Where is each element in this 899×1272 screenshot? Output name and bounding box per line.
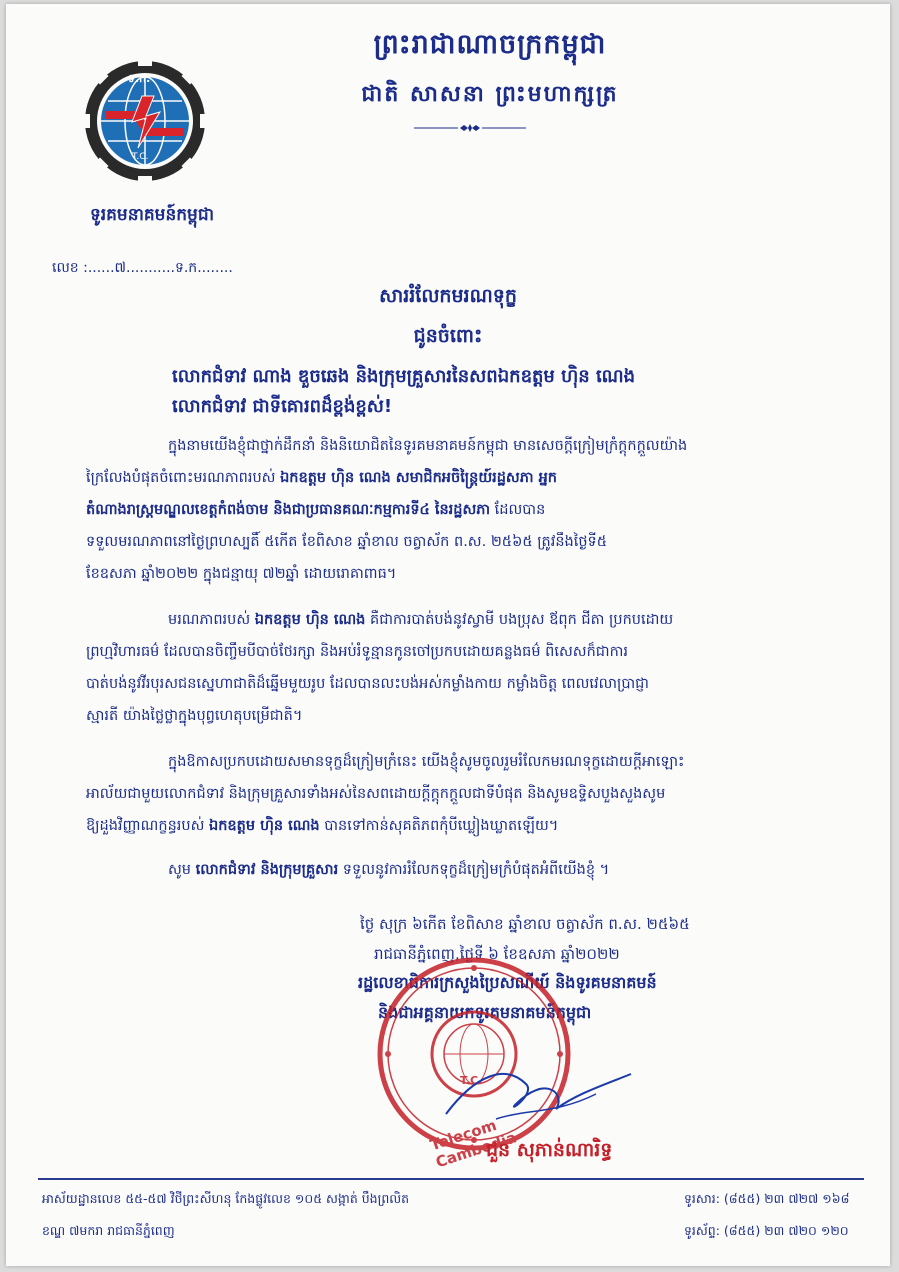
bold-text-segment: តំណាងរាស្ត្រមណ្ឌលខេត្តកំពង់ចាម និងជាប្រធានគណៈកម្មការទី៤ នៃរដ្ឋសភា [86,502,491,518]
paragraph-line [116,854,766,886]
text-segment: ខែឧសភា ឆ្នាំ២០២២ ក្នុងជន្មាយុ ៧២ឆ្នាំ ដោយរោគាពាធ។ [86,566,397,582]
stamp-ring-text: Telecom Cambodia [427,1115,519,1172]
text-segment: ដែលបាន [490,502,546,518]
body-paragraph-3 [86,746,766,842]
body-paragraph-1 [86,430,766,590]
text-segment: អាល័យជាមួយលោកជំទាវ និងក្រុមគ្រួសារទាំងអស់នៃសពដោយក្តីក្តុកក្តួលជាទីបំផុត និងសូមឧទ្ទិសបួងសួងសូម [86,786,666,802]
text-segment: សូម [168,862,196,878]
paragraph-line [86,778,766,810]
paragraph-line [86,494,766,526]
footer-phone: ទូរស័ព្ទ: (៨៥៥) ២៣ ៧២០ ១២០ [684,1223,849,1238]
bold-text-segment: លោកជំទាវ និងក្រុមគ្រួសារ [195,862,339,878]
signature-title-line-2: និងជាអគ្គនាយកទូរគមនាគមន៍កម្ពុជា [378,1003,592,1022]
footer-divider [38,1178,864,1180]
signature-title-line-1: រដ្ឋលេខាធិការក្រសួងប្រៃសណីយ៍ និងទូរគមនាគមន៍ [358,973,657,992]
text-segment: បាត់បង់នូវវីរបុរសជនស្នេហាជាតិដ៏ឆ្នើមមួយរូប ដែលបានលះបង់អស់កម្លាំងកាយ កម្លាំងចិត្ត ពេលវេលាប្រាជ្ញា [86,676,649,692]
text-segment: ទទួលនូវការរំលែកទុក្ខដ៏ក្រៀមក្រំបំផុតអំពីយើងខ្ញុំ ។ [338,862,610,878]
stamp-inner-text: T.C. [460,1074,483,1087]
footer-address-line-1: អាស័យដ្ឋានលេខ ៥៥-៥៧ វិថីព្រះសីហនុ កែងផ្លូវលេខ ១០៥ សង្កាត់ បឹងព្រលិត [42,1191,410,1206]
signer-name: ជួន សុភាន់ណារិទ្ធ [486,1139,613,1161]
date-solar: រាជធានីភ្នំពេញ,ថ្ងៃទី ៦ ខែឧសភា ឆ្នាំ២០២២ [374,945,620,963]
kingdom-title: ព្រះរាជាណាចក្រកម្ពុជា [373,29,607,60]
paragraph-line [86,558,766,590]
letter-body [86,430,766,886]
text-segment: ក្នុងនាមយើងខ្ញុំជាថ្នាក់ដឹកនាំ និងនិយោជិតនៃទូរគមនាគមន៍កម្ពុជា មានសេចក្តីក្រៀមក្រំក្តុកក្តួលយ៉ាង [168,438,688,454]
to-label: ជូនចំពោះ [413,325,483,347]
organization-name: ទូរគមនាគមន៍កម្ពុជា [89,205,215,225]
text-segment: គឺជាការបាត់បង់នូវស្វាមី បងប្រុស ឪពុក ជីតា ប្រកបដោយ [365,612,674,628]
text-segment: ស្មារតី យ៉ាងថ្លៃថ្លាក្នុងបុព្វហេតុបម្រើជាតិ។ [86,708,303,724]
paragraph-line [86,810,766,842]
national-motto: ជាតិ សាសនា ព្រះមហាក្សត្រ [361,82,619,107]
letter-title: សាររំលែកមរណទុក្ខ [379,285,517,307]
text-segment: ព្រហ្មវិហារធម៌ ដែលបានចិញ្ចឹមបីបាច់ថែរក្សា និងអប់រំទូន្មានកូនចៅប្រកបដោយគន្លងធម៌ ពិសេសក៏ជាការ [86,644,629,660]
text-segment: បានទៅកាន់សុគតិភពកុំបីឃ្លៀងឃ្លាតឡើយ។ [319,818,559,834]
text-segment: ក្រៃលែងបំផុតចំពោះមរណភាពរបស់ [86,470,281,486]
paragraph-line [86,526,766,558]
bold-text-segment: ឯកឧត្តម ហ៊ិន ណេង [209,818,320,834]
footer-fax: ទូរសារ: (៨៥៥) ២៣ ៧២៧ ១៦៨ [684,1191,850,1206]
text-segment: ឱ្យដួងវិញ្ញាណក្ខន្ធរបស់ [86,818,209,834]
reference-number: លេខ :......៧...........ទ.ក........ [52,260,233,276]
logo-text-bottom: T.C. [132,152,149,162]
text-segment: ក្នុងឱកាសប្រកបដោយសមានទុក្ខដ៏ក្រៀមក្រំនេះ យើងខ្ញុំសូមចូលរួមរំលែកមរណទុក្ខដោយក្តីអាឡោះ [168,754,685,770]
addressee-line-2: លោកជំទាវ ជាទីគោរពដ៏ខ្ពង់ខ្ពស់! [172,396,393,417]
telecom-cambodia-logo-icon [80,56,210,186]
text-segment: មរណភាពរបស់ [168,612,255,628]
letter-page [6,4,890,1266]
addressee-line-1: លោកជំទាវ ណាង ឌួចឆេង និងក្រុមគ្រួសារនៃសពឯកឧត្តម ហ៊ិន ណេង [172,366,636,387]
text-segment: ទទួលមរណភាពនៅថ្ងៃព្រហស្បតិ៍ ៥កើត ខែពិសាខ ឆ្នាំខាល ចត្វាស័ក ព.ស. ២៥៦៥ ត្រូវនឹងថ្ងៃទី៥ [86,534,608,550]
bold-text-segment: ឯកឧត្តម ហ៊ិន ណេង [254,612,366,628]
ornament-divider-icon [414,118,526,128]
logo-text-top: ទ.ក. [128,72,151,85]
footer-address-line-2: ខណ្ឌ ៧មករា រាជធានីភ្នំពេញ [42,1223,175,1238]
paragraph-line [86,636,766,668]
date-lunar: ថ្ងៃ សុក្រ ៦កើត ខែពិសាខ ឆ្នាំខាល ចត្វាស័ក ព.ស. ២៥៦៥ [360,915,690,933]
paragraph-line [116,430,766,462]
bold-text-segment: ឯកឧត្តម ហ៊ិន ណេង សមាជិកអចិន្ត្រៃយ៍រដ្ឋសភា អ្នក [280,470,557,486]
paragraph-line [86,700,766,732]
paragraph-line [86,462,766,494]
paragraph-line [116,604,766,636]
paragraph-line [116,746,766,778]
paragraph-line [86,668,766,700]
body-paragraph-2 [86,604,766,732]
handwritten-signature-icon [436,1054,636,1134]
body-paragraph-4 [116,854,766,886]
